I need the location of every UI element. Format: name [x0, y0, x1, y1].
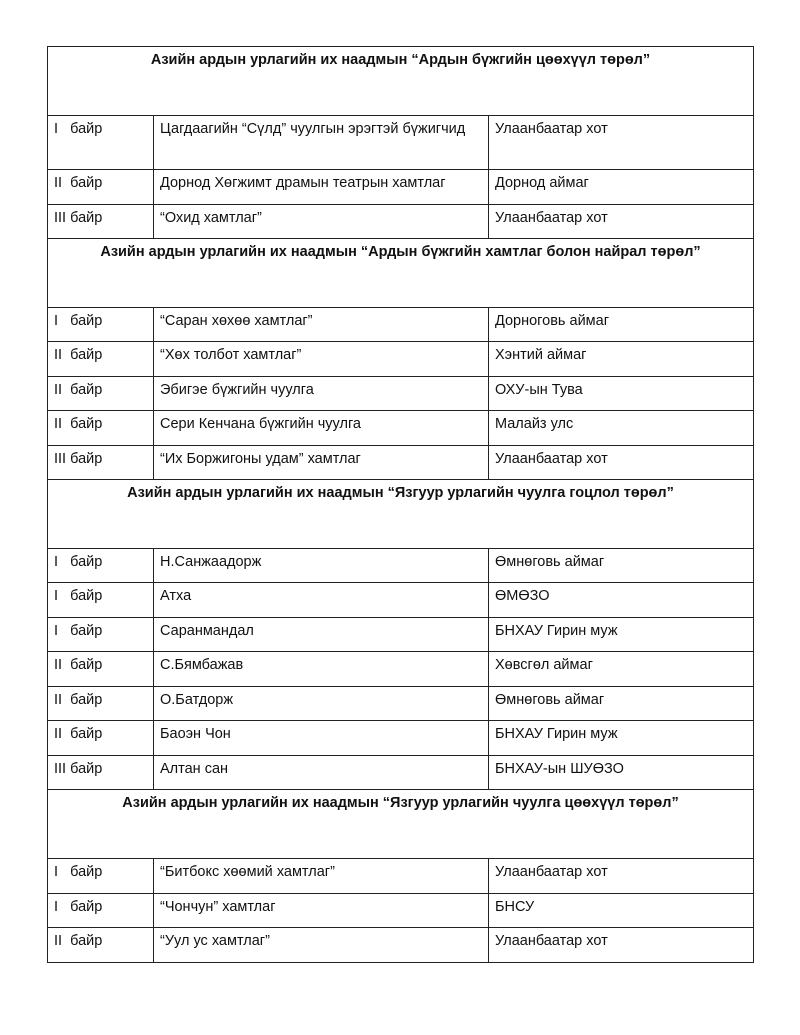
- location-cell: Өмнөговь аймаг: [489, 549, 754, 583]
- location-cell: БНХАУ Гирин муж: [489, 618, 754, 652]
- participant-cell: Дорнод Хөгжимт драмын театрын хамтлаг: [154, 170, 489, 205]
- place-cell: I байр: [48, 583, 154, 618]
- section-heading: Азийн ардын урлагийн их наадмын “Язгуур урлагийн чуулга цөөхүүл төрөл”: [48, 790, 754, 859]
- location-cell: Өмнөговь аймаг: [489, 687, 754, 721]
- place-cell: II байр: [48, 342, 154, 377]
- participant-cell: “Битбокс хөөмий хамтлаг”: [154, 859, 489, 894]
- place-cell: I байр: [48, 859, 154, 894]
- place-cell: III байр: [48, 205, 154, 239]
- participant-cell: “Чончун” хамтлаг: [154, 894, 489, 928]
- results-table: [47, 46, 754, 963]
- table-row: [48, 583, 754, 618]
- participant-cell: “Уул ус хамтлаг”: [154, 928, 489, 963]
- location-cell: ОХУ-ын Тува: [489, 377, 754, 411]
- table-row: [48, 170, 754, 205]
- section-heading: Азийн ардын урлагийн их наадмын “Язгуур урлагийн чуулга гоцлол төрөл”: [48, 480, 754, 549]
- participant-cell: Алтан сан: [154, 756, 489, 790]
- section-heading-row: [48, 480, 754, 549]
- participant-cell: Цагдаагийн “Сүлд” чуулгын эрэгтэй бүжигчид: [154, 116, 489, 170]
- location-cell: Улаанбаатар хот: [489, 859, 754, 894]
- participant-cell: С.Бямбажав: [154, 652, 489, 687]
- section-heading-row: [48, 790, 754, 859]
- table-row: [48, 342, 754, 377]
- table-row: [48, 894, 754, 928]
- place-cell: II байр: [48, 652, 154, 687]
- table-row: [48, 377, 754, 411]
- table-row: [48, 652, 754, 687]
- location-cell: Хөвсгөл аймаг: [489, 652, 754, 687]
- table-row: [48, 446, 754, 480]
- table-row: [48, 411, 754, 446]
- place-cell: II байр: [48, 721, 154, 756]
- table-row: [48, 116, 754, 170]
- participant-cell: “Охид хамтлаг”: [154, 205, 489, 239]
- table-row: [48, 721, 754, 756]
- table-row: [48, 756, 754, 790]
- participant-cell: “Их Боржигоны удам” хамтлаг: [154, 446, 489, 480]
- place-cell: III байр: [48, 446, 154, 480]
- place-cell: II байр: [48, 411, 154, 446]
- participant-cell: Баоэн Чон: [154, 721, 489, 756]
- table-row: [48, 687, 754, 721]
- location-cell: Улаанбаатар хот: [489, 446, 754, 480]
- place-cell: II байр: [48, 928, 154, 963]
- place-cell: II байр: [48, 377, 154, 411]
- section-heading: Азийн ардын урлагийн их наадмын “Ардын бүжгийн хамтлаг болон найрал төрөл”: [48, 239, 754, 308]
- table-row: [48, 618, 754, 652]
- location-cell: Улаанбаатар хот: [489, 116, 754, 170]
- participant-cell: Атха: [154, 583, 489, 618]
- section-heading-row: [48, 47, 754, 116]
- place-cell: I байр: [48, 116, 154, 170]
- location-cell: БНХАУ Гирин муж: [489, 721, 754, 756]
- participant-cell: О.Батдорж: [154, 687, 489, 721]
- location-cell: Дорноговь аймаг: [489, 308, 754, 342]
- location-cell: Хэнтий аймаг: [489, 342, 754, 377]
- section-heading-row: [48, 239, 754, 308]
- participant-cell: Н.Санжаадорж: [154, 549, 489, 583]
- location-cell: Малайз улс: [489, 411, 754, 446]
- table-row: [48, 859, 754, 894]
- participant-cell: “Саран хөхөө хамтлаг”: [154, 308, 489, 342]
- section-heading: Азийн ардын урлагийн их наадмын “Ардын бүжгийн цөөхүүл төрөл”: [48, 47, 754, 116]
- location-cell: Улаанбаатар хот: [489, 928, 754, 963]
- location-cell: БНСУ: [489, 894, 754, 928]
- location-cell: БНХАУ-ын ШУӨЗО: [489, 756, 754, 790]
- place-cell: I байр: [48, 894, 154, 928]
- place-cell: III байр: [48, 756, 154, 790]
- participant-cell: Саранмандал: [154, 618, 489, 652]
- table-row: [48, 928, 754, 963]
- place-cell: I байр: [48, 549, 154, 583]
- table-row: [48, 549, 754, 583]
- place-cell: I байр: [48, 308, 154, 342]
- table-row: [48, 308, 754, 342]
- place-cell: I байр: [48, 618, 154, 652]
- participant-cell: “Хөх толбот хамтлаг”: [154, 342, 489, 377]
- table-row: [48, 205, 754, 239]
- place-cell: II байр: [48, 170, 154, 205]
- participant-cell: Сери Кенчана бүжгийн чуулга: [154, 411, 489, 446]
- location-cell: Улаанбаатар хот: [489, 205, 754, 239]
- location-cell: ӨМӨЗО: [489, 583, 754, 618]
- participant-cell: Эбигэе бүжгийн чуулга: [154, 377, 489, 411]
- location-cell: Дорнод аймаг: [489, 170, 754, 205]
- place-cell: II байр: [48, 687, 154, 721]
